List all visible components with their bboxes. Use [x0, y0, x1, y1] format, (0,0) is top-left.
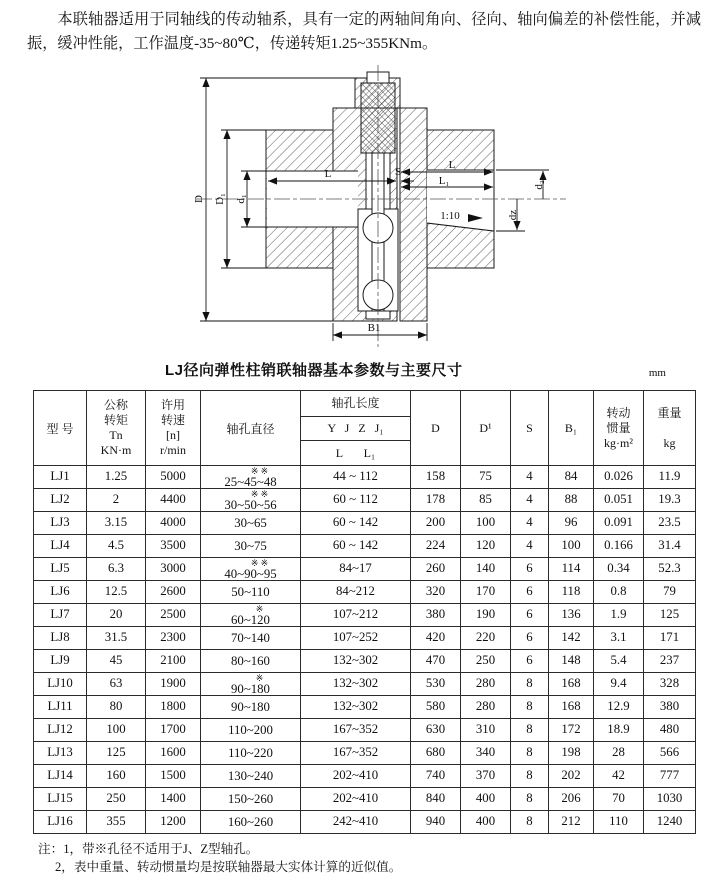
- table-row: [34, 535, 696, 558]
- table-row: [34, 627, 696, 650]
- tapered-bore: [427, 170, 494, 231]
- torque-cell: 31.5: [87, 627, 146, 650]
- footnote-1: 注：1，带※孔径不适用于J、Z型轴孔。: [38, 842, 259, 857]
- col-speed: 许用 转速 [n] r/min: [146, 391, 201, 466]
- right-hub-upper: [427, 130, 494, 170]
- B1-cell: 172: [549, 719, 594, 742]
- label-D: D: [193, 195, 205, 204]
- D1-cell: 400: [461, 811, 511, 834]
- speed-cell: 1200: [146, 811, 201, 834]
- D-cell: 260: [411, 558, 461, 581]
- length-cell: 107~212: [301, 604, 411, 627]
- B1-cell: 206: [549, 788, 594, 811]
- speed-cell: 2100: [146, 650, 201, 673]
- table-row: [34, 673, 696, 696]
- inertia-cell: 28: [594, 742, 644, 765]
- D1-cell: 280: [461, 673, 511, 696]
- torque-cell: 3.15: [87, 512, 146, 535]
- speed-cell: 2300: [146, 627, 201, 650]
- D-cell: 320: [411, 581, 461, 604]
- B1-cell: 84: [549, 466, 594, 489]
- label-B1: B1: [367, 322, 381, 335]
- col-S: S: [511, 391, 549, 466]
- length-cell: 167~352: [301, 719, 411, 742]
- weight-cell: 566: [644, 742, 696, 765]
- D1-cell: 85: [461, 489, 511, 512]
- weight-cell: 171: [644, 627, 696, 650]
- B1-cell: 198: [549, 742, 594, 765]
- speed-cell: 1800: [146, 696, 201, 719]
- D1-cell: 220: [461, 627, 511, 650]
- asterisk-mark: ※: [255, 672, 264, 683]
- speed-cell: 1700: [146, 719, 201, 742]
- B1-cell: 114: [549, 558, 594, 581]
- length-cell: 202~410: [301, 788, 411, 811]
- label-d2: d₂: [533, 180, 545, 190]
- length-cell: 60 ~ 142: [301, 512, 411, 535]
- footnote-2: 2，表中重量、转动惯量均是按联轴器最大实体计算的近似值。: [55, 860, 402, 875]
- D1-cell: 75: [461, 466, 511, 489]
- length-cell: 202~410: [301, 765, 411, 788]
- table-title: LJ径向弹性柱销联轴器基本参数与主要尺寸: [165, 362, 463, 380]
- length-cell: 60 ~ 142: [301, 535, 411, 558]
- S-cell: 4: [511, 489, 549, 512]
- weight-cell: 237: [644, 650, 696, 673]
- inertia-cell: 0.091: [594, 512, 644, 535]
- D1-cell: 310: [461, 719, 511, 742]
- table-row: [34, 742, 696, 765]
- model-cell: LJ15: [34, 788, 87, 811]
- model-cell: LJ1: [34, 466, 87, 489]
- label-dz: dz: [507, 209, 519, 221]
- asterisk-mark: ※ ※: [250, 465, 269, 476]
- asterisk-mark: ※ ※: [250, 557, 269, 568]
- length-cell: 84~17: [301, 558, 411, 581]
- D-cell: 630: [411, 719, 461, 742]
- S-cell: 8: [511, 788, 549, 811]
- S-cell: 8: [511, 673, 549, 696]
- torque-cell: 2: [87, 489, 146, 512]
- weight-cell: 79: [644, 581, 696, 604]
- length-cell: 44 ~ 112: [301, 466, 411, 489]
- length-cell: 107~252: [301, 627, 411, 650]
- torque-cell: 355: [87, 811, 146, 834]
- D-cell: 158: [411, 466, 461, 489]
- col-model: 型 号: [34, 391, 87, 466]
- col-B1: B₁: [549, 391, 594, 466]
- D-cell: 380: [411, 604, 461, 627]
- length-cell: 167~352: [301, 742, 411, 765]
- D1-cell: 280: [461, 696, 511, 719]
- bore-cell: 70~140: [201, 627, 301, 650]
- length-cell: 84~212: [301, 581, 411, 604]
- model-cell: LJ8: [34, 627, 87, 650]
- length-cell: 132~302: [301, 673, 411, 696]
- speed-cell: 3000: [146, 558, 201, 581]
- D1-cell: 100: [461, 512, 511, 535]
- speed-cell: 1400: [146, 788, 201, 811]
- asterisk-mark: ※ ※: [250, 488, 269, 499]
- inertia-cell: 18.9: [594, 719, 644, 742]
- torque-cell: 20: [87, 604, 146, 627]
- table-row: [34, 604, 696, 627]
- model-cell: LJ6: [34, 581, 87, 604]
- bore-cell: ※ 60~120: [201, 604, 301, 627]
- table-row: [34, 696, 696, 719]
- D-cell: 580: [411, 696, 461, 719]
- model-cell: LJ14: [34, 765, 87, 788]
- D1-cell: 340: [461, 742, 511, 765]
- torque-cell: 12.5: [87, 581, 146, 604]
- model-cell: LJ16: [34, 811, 87, 834]
- S-cell: 6: [511, 604, 549, 627]
- bore-cell: 160~260: [201, 811, 301, 834]
- table-row: [34, 788, 696, 811]
- bore-length-types: Y J Z J₁: [301, 416, 410, 440]
- S-cell: 6: [511, 650, 549, 673]
- col-bore-diameter: 轴孔直径: [201, 391, 301, 466]
- B1-cell: 202: [549, 765, 594, 788]
- bore-cell: 30~65: [201, 512, 301, 535]
- bore-cell: 90~180: [201, 696, 301, 719]
- speed-cell: 1600: [146, 742, 201, 765]
- weight-cell: 19.3: [644, 489, 696, 512]
- D1-cell: 400: [461, 788, 511, 811]
- torque-cell: 125: [87, 742, 146, 765]
- length-cell: 132~302: [301, 696, 411, 719]
- label-L1: L₁: [438, 175, 450, 188]
- bore-cell: ※ ※ 40~90~95: [201, 558, 301, 581]
- inertia-cell: 5.4: [594, 650, 644, 673]
- D-cell: 740: [411, 765, 461, 788]
- length-cell: 132~302: [301, 650, 411, 673]
- B1-cell: 148: [549, 650, 594, 673]
- inertia-cell: 3.1: [594, 627, 644, 650]
- table-row: [34, 765, 696, 788]
- D1-cell: 140: [461, 558, 511, 581]
- table-row: [34, 650, 696, 673]
- torque-cell: 4.5: [87, 535, 146, 558]
- torque-cell: 6.3: [87, 558, 146, 581]
- table-row: [34, 719, 696, 742]
- length-cell: 242~410: [301, 811, 411, 834]
- parameters-table: [33, 390, 696, 834]
- D-cell: 470: [411, 650, 461, 673]
- S-cell: 4: [511, 466, 549, 489]
- torque-cell: 63: [87, 673, 146, 696]
- table-row: [34, 512, 696, 535]
- D-cell: 224: [411, 535, 461, 558]
- speed-cell: 2600: [146, 581, 201, 604]
- speed-cell: 4400: [146, 489, 201, 512]
- torque-cell: 250: [87, 788, 146, 811]
- inertia-cell: 110: [594, 811, 644, 834]
- table-row: [34, 466, 696, 489]
- D-cell: 840: [411, 788, 461, 811]
- torque-cell: 160: [87, 765, 146, 788]
- col-torque: 公称 转矩 Tn KN·m: [87, 391, 146, 466]
- length-cell: 60 ~ 112: [301, 489, 411, 512]
- B1-cell: 168: [549, 673, 594, 696]
- D1-cell: 250: [461, 650, 511, 673]
- B1-cell: 212: [549, 811, 594, 834]
- weight-cell: 480: [644, 719, 696, 742]
- D-cell: 530: [411, 673, 461, 696]
- model-cell: LJ10: [34, 673, 87, 696]
- weight-cell: 11.9: [644, 466, 696, 489]
- B1-cell: 88: [549, 489, 594, 512]
- bore-cell: ※ ※ 30~50~56: [201, 489, 301, 512]
- model-cell: LJ5: [34, 558, 87, 581]
- S-cell: 4: [511, 512, 549, 535]
- label-d1: d₁: [235, 194, 247, 204]
- footnotes: [38, 840, 726, 877]
- model-cell: LJ3: [34, 512, 87, 535]
- D-cell: 178: [411, 489, 461, 512]
- label-taper: 1:10: [440, 210, 460, 223]
- bore-cell: 30~75: [201, 535, 301, 558]
- D1-cell: 190: [461, 604, 511, 627]
- col-D: D: [411, 391, 461, 466]
- S-cell: 4: [511, 535, 549, 558]
- model-cell: LJ4: [34, 535, 87, 558]
- table-row: [34, 811, 696, 834]
- B1-cell: 118: [549, 581, 594, 604]
- inertia-cell: 0.026: [594, 466, 644, 489]
- weight-cell: 52.3: [644, 558, 696, 581]
- model-cell: LJ2: [34, 489, 87, 512]
- model-cell: LJ7: [34, 604, 87, 627]
- speed-cell: 1500: [146, 765, 201, 788]
- inertia-cell: 0.051: [594, 489, 644, 512]
- weight-cell: 380: [644, 696, 696, 719]
- bore-cell: 130~240: [201, 765, 301, 788]
- table-title-row: [0, 355, 726, 380]
- D-cell: 680: [411, 742, 461, 765]
- torque-cell: 100: [87, 719, 146, 742]
- unit-label: mm: [648, 367, 666, 380]
- inertia-cell: 12.9: [594, 696, 644, 719]
- label-L-left: L: [324, 168, 332, 181]
- weight-cell: 777: [644, 765, 696, 788]
- B1-cell: 100: [549, 535, 594, 558]
- speed-cell: 4000: [146, 512, 201, 535]
- torque-cell: 45: [87, 650, 146, 673]
- inertia-cell: 0.8: [594, 581, 644, 604]
- bore-cell: 110~200: [201, 719, 301, 742]
- D-cell: 200: [411, 512, 461, 535]
- weight-cell: 125: [644, 604, 696, 627]
- model-cell: LJ13: [34, 742, 87, 765]
- torque-cell: 80: [87, 696, 146, 719]
- model-cell: LJ12: [34, 719, 87, 742]
- table-row: [34, 558, 696, 581]
- bore-cell: 150~260: [201, 788, 301, 811]
- inertia-cell: 9.4: [594, 673, 644, 696]
- intro-paragraph: 本联轴器适用于同轴线的传动轴系，具有一定的两轴间角向、径向、轴向偏差的补偿性能，并减振，缓冲性能，工作温度-35~80℃，传递转矩1.25~355KNm。: [27, 11, 701, 52]
- S-cell: 6: [511, 581, 549, 604]
- D-cell: 940: [411, 811, 461, 834]
- S-cell: 8: [511, 719, 549, 742]
- inertia-cell: 0.34: [594, 558, 644, 581]
- table-row: [34, 489, 696, 512]
- torque-cell: 1.25: [87, 466, 146, 489]
- bore-cell: 110~220: [201, 742, 301, 765]
- inertia-cell: 42: [594, 765, 644, 788]
- speed-cell: 5000: [146, 466, 201, 489]
- D1-cell: 370: [461, 765, 511, 788]
- diagram-section: [0, 59, 726, 355]
- right-flange: [400, 108, 427, 321]
- coupling-diagram: [0, 59, 726, 355]
- B1-cell: 168: [549, 696, 594, 719]
- asterisk-mark: ※: [255, 603, 264, 614]
- weight-cell: 1030: [644, 788, 696, 811]
- B1-cell: 142: [549, 627, 594, 650]
- weight-cell: 1240: [644, 811, 696, 834]
- model-cell: LJ9: [34, 650, 87, 673]
- bore-cell: ※ ※ 25~45~48: [201, 466, 301, 489]
- S-cell: 6: [511, 627, 549, 650]
- label-L-right: L: [448, 159, 456, 172]
- speed-cell: 3500: [146, 535, 201, 558]
- table-body: [34, 466, 696, 834]
- D1-cell: 120: [461, 535, 511, 558]
- inertia-cell: 0.166: [594, 535, 644, 558]
- table-row: [34, 581, 696, 604]
- model-cell: LJ11: [34, 696, 87, 719]
- B1-cell: 96: [549, 512, 594, 535]
- bore-length-title: 轴孔长度: [331, 396, 380, 411]
- bore-cell: 80~160: [201, 650, 301, 673]
- label-D1: D₁: [214, 193, 226, 206]
- bore-length-symbols: L L₁: [301, 440, 410, 465]
- bore-cell: ※ 90~180: [201, 673, 301, 696]
- col-inertia: 转动 惯量 kg·m²: [594, 391, 644, 466]
- label-S: S: [394, 166, 402, 179]
- table-header: [34, 391, 696, 466]
- col-bore-length: [301, 391, 411, 466]
- speed-cell: 2500: [146, 604, 201, 627]
- weight-cell: 328: [644, 673, 696, 696]
- document-page: [0, 8, 726, 881]
- D1-cell: 170: [461, 581, 511, 604]
- bore-cell: 50~110: [201, 581, 301, 604]
- inertia-cell: 1.9: [594, 604, 644, 627]
- S-cell: 8: [511, 811, 549, 834]
- col-D1: D¹: [461, 391, 511, 466]
- weight-cell: 31.4: [644, 535, 696, 558]
- S-cell: 6: [511, 558, 549, 581]
- inertia-cell: 70: [594, 788, 644, 811]
- speed-cell: 1900: [146, 673, 201, 696]
- weight-cell: 23.5: [644, 512, 696, 535]
- B1-cell: 136: [549, 604, 594, 627]
- S-cell: 8: [511, 696, 549, 719]
- col-weight: 重量 kg: [644, 391, 696, 466]
- S-cell: 8: [511, 742, 549, 765]
- S-cell: 8: [511, 765, 549, 788]
- D-cell: 420: [411, 627, 461, 650]
